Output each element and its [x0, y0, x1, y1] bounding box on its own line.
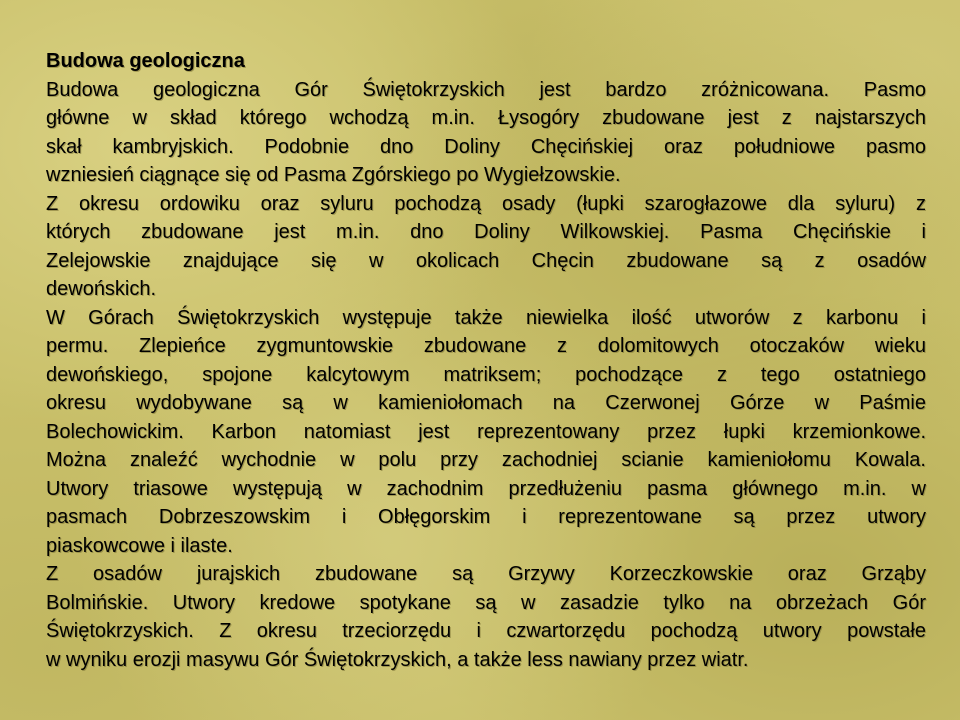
text-line: Z osadów jurajskich zbudowane są Grzywy Korzeczkowskie oraz Grząby [46, 563, 926, 585]
paragraph-jurassic-cretaceous [46, 560, 926, 674]
text-line: Utwory triasowe występują w zachodnim przedłużeniu pasma głównego m.in. w [46, 477, 926, 500]
text-line: Świętokrzyskich. Z okresu trzeciorzędu i czwartorzędu pochodzą utwory powstałe [46, 620, 926, 642]
text-line: których zbudowane jest m.in. dno Doliny Wilkowskiej. Pasma Chęcińskie i [46, 221, 926, 243]
text-line: Bolmińskie. Utwory kredowe spotykane są w zasadzie tylko na obrzeżach Gór [46, 591, 926, 614]
paragraph-carboniferous-permian-triassic [46, 304, 926, 561]
text-line: permu. Zlepieńce zygmuntowskie zbudowane z dolomitowych otoczaków wieku [46, 335, 926, 357]
text-line: skał kambryjskich. Podobnie dno Doliny Chęcińskiej oraz południowe pasmo [46, 135, 926, 158]
text-line: Bolechowickim. Karbon natomiast jest reprezentowany przez łupki krzemionkowe. [46, 420, 926, 443]
text-line: dewońskiego, spojone kalcytowym matriksem; pochodzące z tego ostatniego [46, 363, 926, 386]
text-line: okresu wydobywane są w kamieniołomach na Czerwonej Górze w Paśmie [46, 392, 926, 414]
text-line: piaskowcowe i ilaste. [46, 534, 233, 557]
text-line: Można znaleźć wychodnie w polu przy zachodniej scianie kamieniołomu Kowala. [46, 449, 926, 471]
text-line: pasmach Dobrzeszowskim i Obłęgorskim i reprezentowane są przez utwory [46, 506, 926, 528]
slide-heading: Budowa geologiczna [46, 50, 245, 72]
paragraph-cambrian [46, 76, 926, 190]
text-line: Z okresu ordowiku oraz syluru pochodzą osady (łupki szarogłazowe dla syluru) z [46, 192, 926, 215]
text-line: główne w skład którego wchodzą m.in. Łysogóry zbudowane jest z najstarszych [46, 107, 926, 129]
text-line: dewońskich. [46, 278, 157, 300]
text-line: Budowa geologiczna Gór Świętokrzyskich jest bardzo zróżnicowana. Pasmo [46, 78, 926, 101]
text-line: w wyniku erozji masywu Gór Świętokrzyskich, a także less nawiany przez wiatr. [46, 648, 749, 671]
text-line: W Górach Świętokrzyskich występuje także niewielka ilość utworów z karbonu i [46, 306, 926, 329]
slide-text-block [46, 47, 926, 674]
paragraph-ordovician-silurian [46, 190, 926, 304]
text-line: wzniesień ciągnące się od Pasma Zgórskiego po Wygiełzowskie. [46, 164, 621, 186]
text-line: Zelejowskie znajdujące się w okolicach Chęcin zbudowane są z osadów [46, 249, 926, 272]
